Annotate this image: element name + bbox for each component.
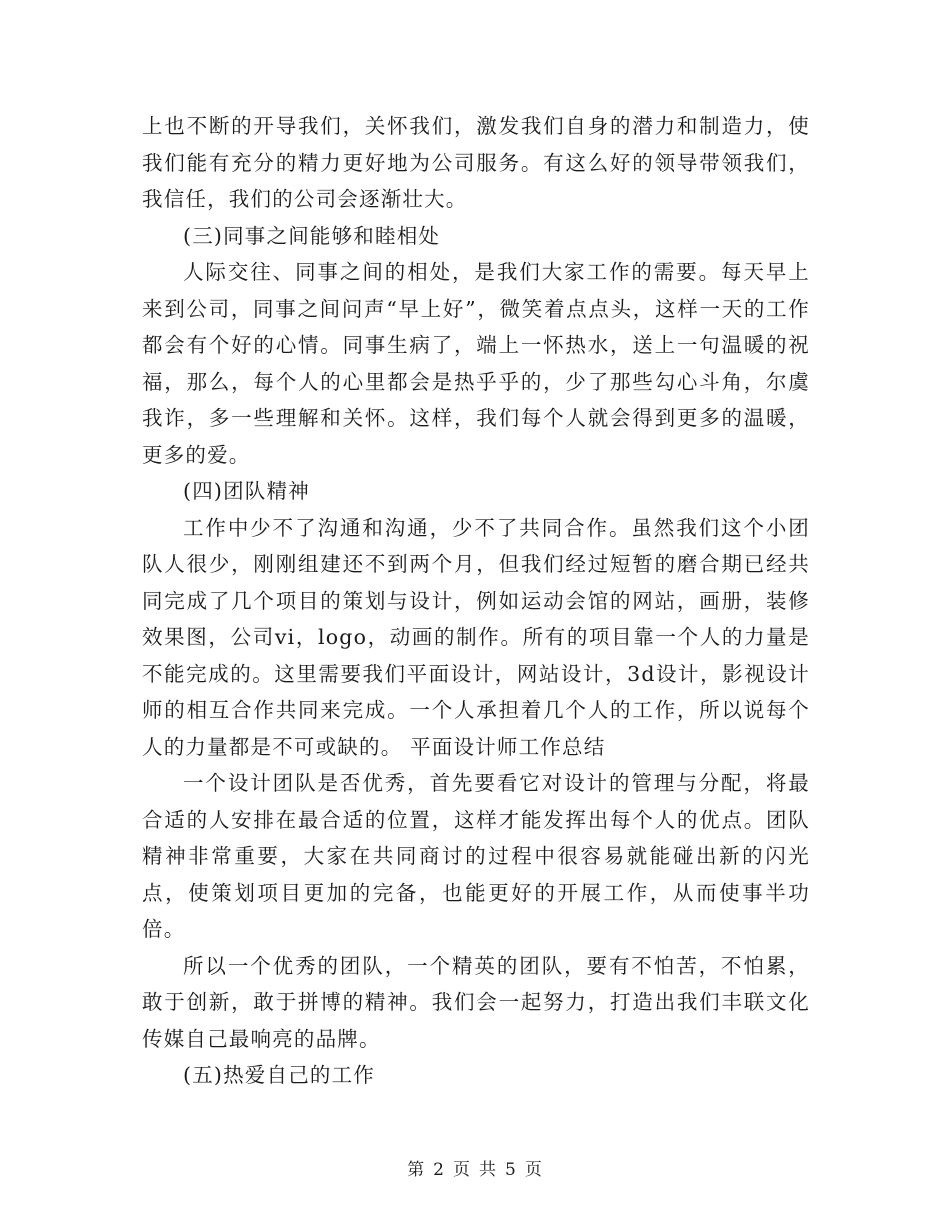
- paragraph-2: 人际交往、同事之间的相处，是我们大家工作的需要。每天早上来到公司，同事之间问声“早上好”，微笑着点点头，这样一天的工作都会有个好的心情。同事生病了，端上一怀热水，送上一句温暖的祝福，那么，每个人的心里都会是热乎乎的，少了那些勾心斗角，尔虞我诈，多一些理解和关怀。这样，我们每个人就会得到更多的温暖，更多的爱。: [142, 260, 810, 467]
- footer-page-label: 页: [453, 1160, 471, 1180]
- footer-suffix: 页: [524, 1160, 543, 1180]
- paragraph-3: 工作中少不了沟通和沟通，少不了共同合作。虽然我们这个小团队人很少，刚刚组建还不到两个月，但我们经过短暂的磨合期已经共同完成了几个项目的策划与设计，例如运动会馆的网站，画册，装修效果图，公司vi，logo，动画的制作。所有的项目靠一个人的力量是不能完成的。这里需要我们平面设计，网站设计，3d设计，影视设计师的相互合作共同来完成。一个人承担着几个人的工作，所以说每个人的力量都是不可或缺的。 平面设计师工作总结: [142, 515, 810, 759]
- footer-current-page: 2: [433, 1160, 445, 1180]
- section-heading-3: (三)同事之间能够和睦相处: [183, 223, 441, 248]
- document-body: [142, 108, 810, 1094]
- paragraph-5: 所以一个优秀的团队，一个精英的团队，要有不怕苦，不怕累，敢于创新，敢于拼博的精神。我们会一起努力，打造出我们丰联文化传媒自己最响亮的品牌。: [142, 953, 810, 1051]
- section-heading-5: (五)热爱自己的工作: [183, 1063, 375, 1087]
- paragraph-4: 一个设计团队是否优秀，首先要看它对设计的管理与分配，将最合适的人安排在最合适的位置，这样才能发挥出每个人的优点。团队精神非常重要，大家在共同商讨的过程中很容易就能碰出新的闪光点，使策划项目更加的完备，也能更好的开展工作，从而使事半功倍。: [142, 771, 810, 941]
- section-heading-4: (四)团队精神: [183, 479, 310, 503]
- footer-total-label: 共: [479, 1160, 497, 1180]
- paragraph-1: 上也不断的开导我们，关怀我们，激发我们自身的潜力和制造力，使我们能有充分的精力更好地为公司服务。有这么好的领导带领我们，我信任，我们的公司会逐渐壮大。: [142, 114, 810, 211]
- footer-prefix: 第: [407, 1160, 426, 1180]
- footer-total-pages: 5: [505, 1160, 517, 1180]
- page-footer: [0, 1155, 950, 1180]
